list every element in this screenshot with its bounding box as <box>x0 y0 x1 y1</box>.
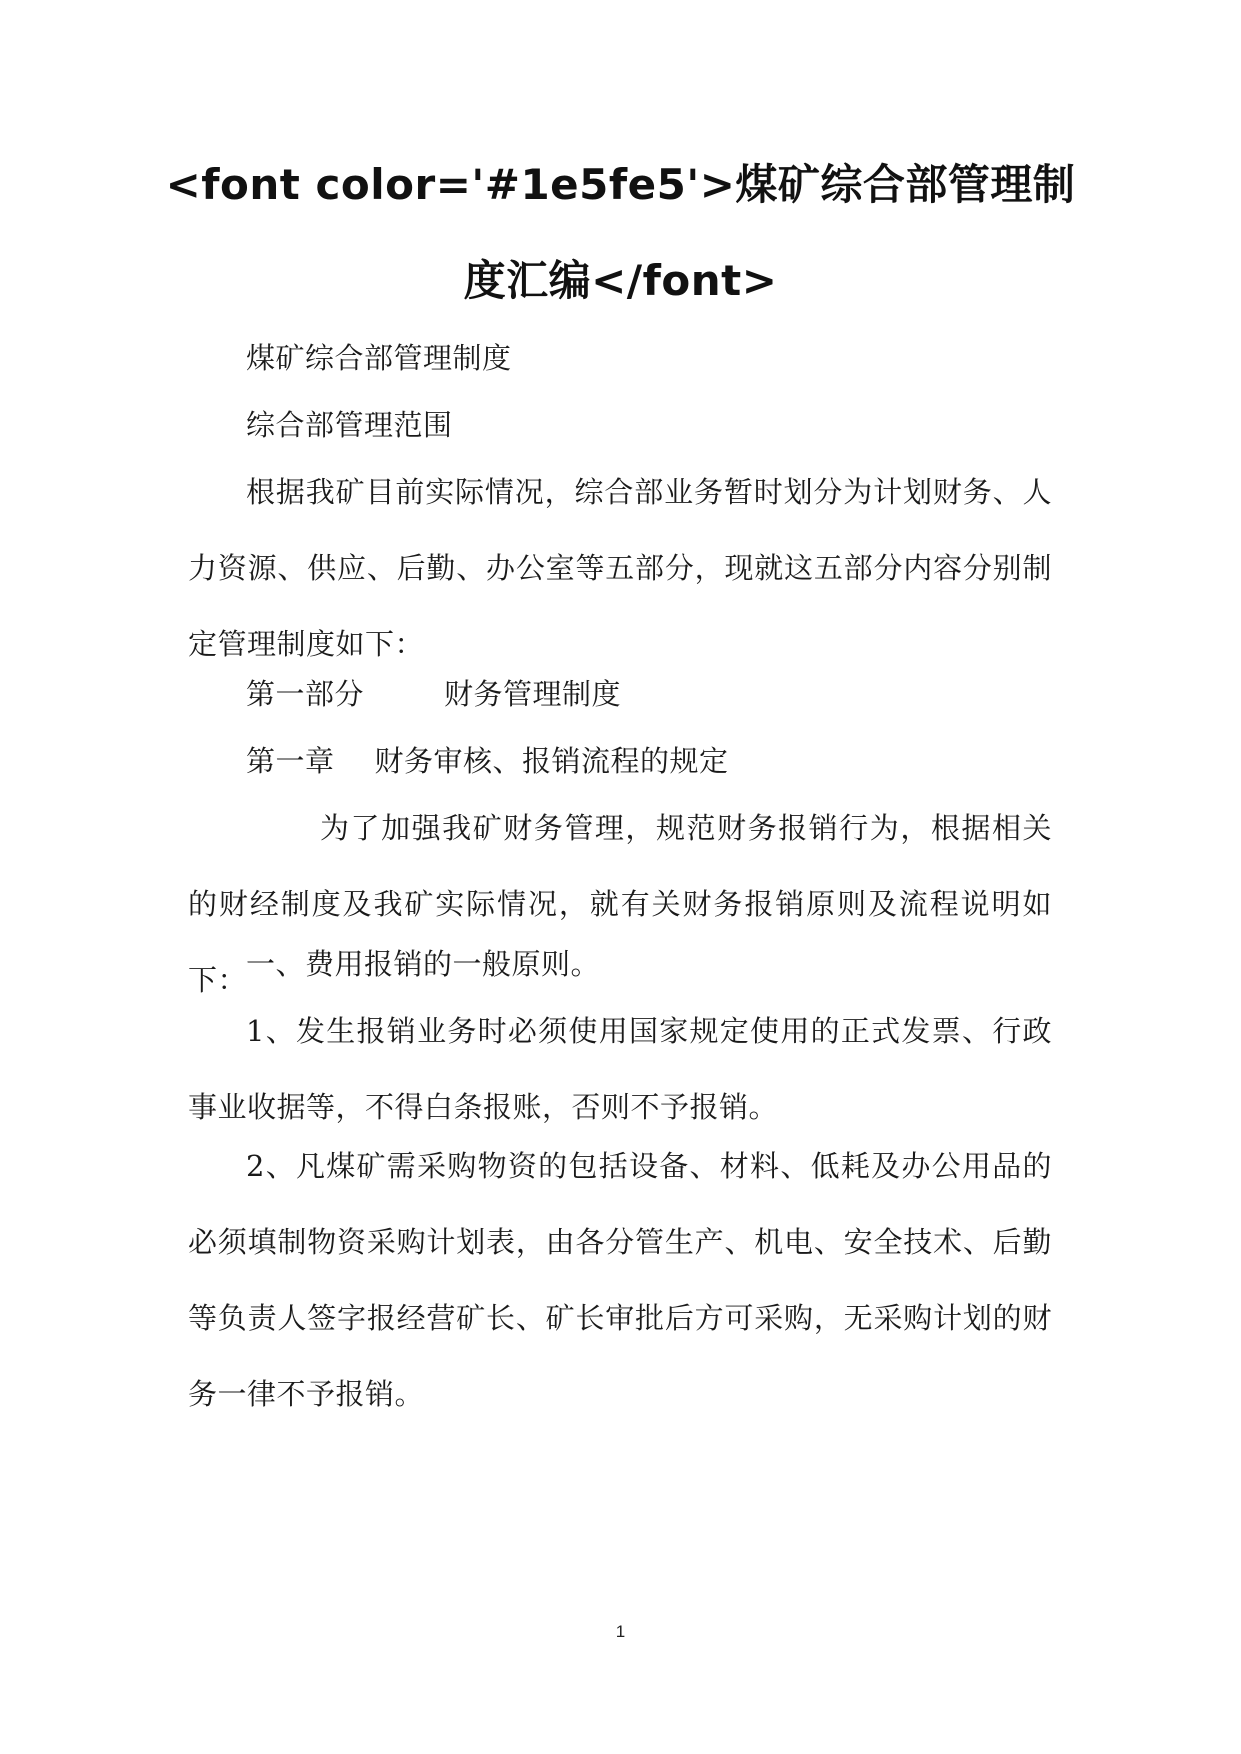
scope-paragraph: 根据我矿目前实际情况，综合部业务暂时划分为计划财务、人力资源、供应、后勤、办公室等五部分，现就这五部分内容分别制定管理制度如下： <box>188 475 1052 661</box>
part-title: 财务管理制度 <box>444 677 622 711</box>
rule-2-paragraph: 2、凡煤矿需采购物资的包括设备、材料、低耗及办公用品的必须填制物资采购计划表，由各分管生产、机电、安全技术、后勤等负责人签字报经营矿长、矿长审批后方可采购，无采购计划的财务一律不予报销。 <box>188 1149 1052 1411</box>
principle-heading: 一、费用报销的一般原则。 <box>246 947 601 981</box>
scope-heading: 综合部管理范围 <box>246 408 453 442</box>
document-title-line-2: 度汇编</font> <box>463 256 778 305</box>
section-title: 煤矿综合部管理制度 <box>246 341 512 375</box>
chapter-heading <box>188 723 1052 799</box>
document-title-line-1: <font color='#1e5fe5'>煤矿综合部管理制 <box>165 160 1076 209</box>
chapter-label: 第一章 <box>246 744 335 778</box>
part-label: 第一部分 <box>246 677 365 711</box>
intro-paragraph: 为了加强我矿财务管理，规范财务报销行为，根据相关的财经制度及我矿实际情况，就有关财务报销原则及流程说明如下： <box>188 811 1052 997</box>
page-number: 1 <box>615 1622 626 1641</box>
rule-1-paragraph: 1、发生报销业务时必须使用国家规定使用的正式发票、行政事业收据等，不得白条报账，否则不予报销。 <box>188 1014 1052 1124</box>
chapter-title: 财务审核、报销流程的规定 <box>374 744 729 778</box>
part-heading <box>188 656 1052 732</box>
